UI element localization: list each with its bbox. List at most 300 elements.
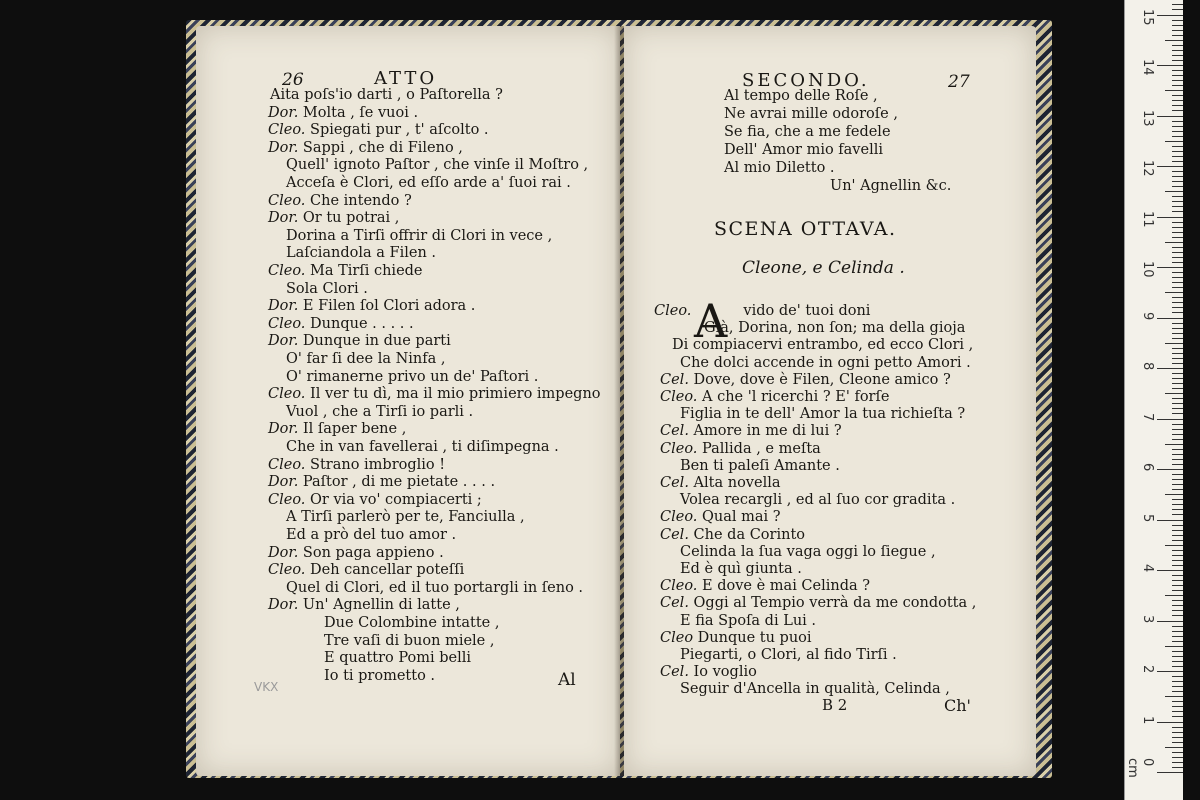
ruler-tick <box>1172 641 1183 642</box>
ruler-tick <box>1172 590 1183 591</box>
line-text: Io voglio <box>693 664 757 681</box>
text-line <box>268 596 460 614</box>
text-line <box>680 560 802 578</box>
ruler-tick <box>1172 762 1183 763</box>
speaker-label: Cleo. <box>268 456 306 473</box>
ruler-tick <box>1172 348 1183 349</box>
right-page <box>624 26 1036 776</box>
line-text: Due Colombine intatte , <box>324 615 500 631</box>
text-line <box>286 174 571 192</box>
ruler-tick <box>1165 343 1183 344</box>
text-line <box>268 139 463 157</box>
text-line <box>680 491 955 509</box>
ruler-tick <box>1172 555 1183 556</box>
ruler-tick <box>1172 525 1183 526</box>
text-line <box>660 474 781 492</box>
ruler-tick <box>1172 434 1183 435</box>
ruler-tick <box>1157 469 1183 470</box>
text-line <box>324 667 435 685</box>
ruler-tick <box>1172 100 1183 101</box>
speaker-label: Cel. <box>660 371 689 388</box>
line-text: Già, Dorina, non ſon; ma della gioja <box>704 320 966 337</box>
ruler-tick <box>1157 368 1183 369</box>
ruler-tick <box>1172 535 1183 536</box>
ruler-tick <box>1172 353 1183 354</box>
speaker-label: Cel. <box>660 664 689 681</box>
line-text: Celinda la ſua vaga oggi lo ſiegue , <box>680 543 936 560</box>
text-line <box>680 405 965 423</box>
line-text: E dove è mai Celinda ? <box>702 578 871 595</box>
ruler-tick <box>1172 333 1183 334</box>
ruler-tick <box>1172 530 1183 531</box>
ruler-tick <box>1172 30 1183 31</box>
line-text: Quel di Clori, ed il tuo portargli in ſeno . <box>286 579 584 596</box>
ruler-number: 6 <box>1140 463 1155 472</box>
ruler-tick <box>1157 116 1183 117</box>
text-line <box>324 632 494 650</box>
speaker-label: Cleo. <box>268 122 306 139</box>
ruler-tick <box>1172 742 1183 743</box>
text-line <box>680 612 816 630</box>
line-text: Oggi al Tempio verrà da me condotta , <box>693 595 977 612</box>
speaker-label: Dor. <box>268 333 299 350</box>
ruler-tick <box>1172 459 1183 460</box>
ruler-tick <box>1172 464 1183 465</box>
ruler-tick <box>1172 252 1183 253</box>
text-line <box>268 420 406 438</box>
text-line <box>672 336 973 354</box>
ruler-tick <box>1172 247 1183 248</box>
ruler-tick <box>1165 747 1183 748</box>
ruler-tick <box>1172 424 1183 425</box>
ruler-tick <box>1172 302 1183 303</box>
ruler-tick <box>1165 696 1183 697</box>
line-text: Qual mai ? <box>702 509 781 526</box>
line-text: Ma Tirſi chiede <box>310 263 423 279</box>
left-page <box>196 26 620 776</box>
ruler-tick <box>1157 217 1183 218</box>
ruler-tick <box>1172 716 1183 717</box>
text-line <box>268 544 444 562</box>
text-line <box>660 526 805 544</box>
ruler-tick <box>1172 408 1183 409</box>
ruler-tick <box>1172 110 1183 111</box>
line-text: Paſtor , di me pietate . . . . <box>302 474 496 491</box>
text-line <box>268 192 412 210</box>
ruler-tick <box>1172 631 1183 632</box>
ruler-tick <box>1157 15 1183 16</box>
ruler-tick <box>1172 237 1183 238</box>
ruler-tick <box>1172 413 1183 414</box>
ruler-tick <box>1172 701 1183 702</box>
ruler-tick <box>1172 484 1183 485</box>
ruler-tick <box>1165 595 1183 596</box>
ruler-tick <box>1172 4 1183 5</box>
ruler-tick <box>1165 646 1183 647</box>
text-line <box>268 456 445 474</box>
speaker-label: Cleo. <box>268 192 306 209</box>
line-text: Che dolci accende in ogni petto Amori . <box>680 354 971 371</box>
text-line <box>660 629 812 647</box>
line-text: Dunque tu puoi <box>697 629 812 646</box>
ruler-tick <box>1172 131 1183 132</box>
speaker-label: Cel. <box>660 423 689 440</box>
speaker-label: Cleo. <box>268 491 306 508</box>
line-text: Molta , ſe vuoi . <box>302 104 419 121</box>
pencil-note: VKX <box>254 680 279 694</box>
line-text: Alta novella <box>693 475 781 491</box>
text-line <box>268 104 418 122</box>
line-text: Spiegati pur , t' aſcolto . <box>310 122 489 139</box>
text-line <box>286 368 538 386</box>
ruler-tick <box>1172 186 1183 187</box>
ruler-tick <box>1157 520 1183 521</box>
text-line <box>286 579 583 597</box>
ruler-tick <box>1172 20 1183 21</box>
text-line <box>680 646 897 664</box>
ruler-tick <box>1165 242 1183 243</box>
ruler-tick <box>1172 383 1183 384</box>
text-line <box>286 438 559 456</box>
text-line <box>286 280 368 298</box>
ruler-tick <box>1172 439 1183 440</box>
text-line <box>660 508 781 526</box>
ruler-tick <box>1172 85 1183 86</box>
ruler-tick <box>1165 90 1183 91</box>
text-line <box>268 297 475 315</box>
line-text: Seguir d'Ancella in qualità, Celinda , <box>680 681 950 698</box>
ruler-tick <box>1172 338 1183 339</box>
ruler-number: 3 <box>1140 614 1155 623</box>
ruler-tick <box>1172 711 1183 712</box>
ruler-tick <box>1172 732 1183 733</box>
line-text: Che in van favellerai , ti diſimpegna . <box>286 439 559 455</box>
scene-title: SCENA OTTAVA. <box>714 218 897 240</box>
ruler-number: 12 <box>1140 160 1155 177</box>
text-line <box>286 227 552 245</box>
ruler-tick <box>1157 772 1183 773</box>
text-line <box>680 680 950 698</box>
ruler-tick <box>1172 449 1183 450</box>
speaker-label: Dor. <box>268 298 299 315</box>
ruler-tick <box>1172 398 1183 399</box>
ruler-tick <box>1157 671 1183 672</box>
ruler-tick <box>1172 126 1183 127</box>
speaker-label: Cleo <box>660 629 694 646</box>
ruler-tick <box>1172 600 1183 601</box>
ruler-number: 9 <box>1140 311 1155 320</box>
ruler-tick <box>1172 227 1183 228</box>
ruler-tick <box>1172 474 1183 475</box>
speaker-label: Cleo. <box>268 315 306 332</box>
ruler-tick <box>1172 585 1183 586</box>
text-line <box>268 473 495 491</box>
ruler-tick <box>1172 9 1183 10</box>
ruler-tick <box>1172 378 1183 379</box>
ruler-tick <box>1172 504 1183 505</box>
line-text: Vuol , che a Tirſi io parli . <box>286 403 474 420</box>
text-line <box>324 649 471 667</box>
line-text: Or tu potrai , <box>302 210 400 227</box>
ruler-number: 11 <box>1140 210 1155 228</box>
drop-cap: A <box>694 294 728 348</box>
speaker-label: Dor. <box>268 597 299 614</box>
ruler-tick <box>1172 75 1183 76</box>
speaker-label: Cleo. <box>660 509 698 526</box>
ruler-tick <box>1172 454 1183 455</box>
line-text: Dunque in due parti <box>302 333 451 350</box>
text-line <box>286 403 473 421</box>
ruler-tick <box>1172 514 1183 515</box>
line-text: Dunque . . . . . <box>310 315 414 332</box>
catchword: Al <box>558 670 576 690</box>
text-line <box>286 244 436 262</box>
ruler-tick <box>1172 105 1183 106</box>
ruler-tick <box>1172 626 1183 627</box>
line-text: E fia Spoſa di Lui . <box>680 612 817 629</box>
line-text: Io ti prometto . <box>324 667 436 684</box>
line-text: Volea recargli , ed al ſuo cor gradita . <box>680 492 956 509</box>
ruler-tick <box>1165 494 1183 495</box>
running-head: SECONDO. <box>742 70 870 91</box>
text-line <box>268 561 464 579</box>
text-line <box>660 388 889 406</box>
line-text: Ed a prò del tuo amor . <box>286 527 457 543</box>
ruler-tick <box>1172 610 1183 611</box>
ruler-tick <box>1172 136 1183 137</box>
page-number: 26 <box>282 70 304 90</box>
line-text: A che 'l ricerchi ? E' forſe <box>702 389 890 405</box>
line-text: E quattro Pomi belli <box>324 650 472 667</box>
ruler-tick <box>1172 358 1183 359</box>
text-line <box>286 156 588 174</box>
ruler-tick <box>1172 95 1183 96</box>
line-text: Dorina a Tirſi offrir di Clori in vece , <box>286 227 553 244</box>
ruler-tick <box>1172 560 1183 561</box>
ruler-tick <box>1172 636 1183 637</box>
ruler-tick <box>1172 328 1183 329</box>
ruler-tick <box>1172 691 1183 692</box>
text-line <box>286 350 446 368</box>
speaker-label: Cleo. <box>660 578 698 595</box>
ruler-tick <box>1172 661 1183 662</box>
ruler-tick <box>1172 282 1183 283</box>
text-line <box>286 526 456 544</box>
verse-line: Dell' Amor mio favelli <box>724 142 883 158</box>
ruler-tick <box>1165 444 1183 445</box>
text-line <box>660 440 821 458</box>
ruler-number: 15 <box>1140 8 1155 26</box>
ruler-tick <box>1172 615 1183 616</box>
ruler-number: 7 <box>1140 412 1155 421</box>
verse-line: Al mio Diletto . <box>724 160 835 176</box>
line-text: Dove, dove è Filen, Cleone amico ? <box>693 371 951 388</box>
line-text: Piegarti, o Clori, al fido Tirſi . <box>680 647 897 663</box>
ruler-number: 8 <box>1140 362 1155 371</box>
ruler-tick <box>1157 267 1183 268</box>
ruler-tick <box>1172 509 1183 510</box>
text-line <box>268 315 414 333</box>
ruler-tick <box>1172 171 1183 172</box>
ruler-tick <box>1172 211 1183 212</box>
line-text: Figlia in te dell' Amor la tua richieſta ? <box>680 406 966 423</box>
ruler-tick <box>1157 166 1183 167</box>
ruler-tick <box>1165 292 1183 293</box>
speaker-label: Cel. <box>660 595 689 612</box>
ruler-tick <box>1157 570 1183 571</box>
ruler-tick <box>1172 373 1183 374</box>
speaker-label: Dor. <box>268 474 299 491</box>
line-text: Ed è quì giunta . <box>680 561 802 577</box>
line-text: Laſciandola a Filen . <box>286 245 437 262</box>
ruler-tick <box>1172 752 1183 753</box>
ruler-tick <box>1172 70 1183 71</box>
line-text: Che intendo ? <box>310 192 412 209</box>
verse-line: Ne avrai mille odoroſe , <box>724 106 898 122</box>
line-text: Or via vo' compiacerti ; <box>310 491 482 508</box>
ruler-tick <box>1165 545 1183 546</box>
ruler-tick <box>1172 80 1183 81</box>
ruler-tick <box>1172 287 1183 288</box>
ruler-tick <box>1172 297 1183 298</box>
line-text: Aita poſs'io darti , o Paſtorella ? <box>270 87 503 103</box>
ruler-tick <box>1172 737 1183 738</box>
ruler-tick <box>1157 621 1183 622</box>
ruler-tick <box>1157 318 1183 319</box>
ruler-tick <box>1172 403 1183 404</box>
line-text: O' rimanerne privo un de' Paſtori . <box>286 368 539 385</box>
line-text: O' far ſi dee la Ninfa , <box>286 351 446 367</box>
ruler-tick <box>1172 60 1183 61</box>
ruler-number: 10 <box>1140 261 1155 278</box>
ruler-tick <box>1172 35 1183 36</box>
text-line <box>660 577 870 595</box>
ruler-tick <box>1172 312 1183 313</box>
text-line <box>660 663 757 681</box>
verse-line: Se fia, che a me fedele <box>724 124 891 140</box>
speaker-label: Cleo. <box>268 562 306 579</box>
ruler-tick <box>1165 393 1183 394</box>
ruler-tick <box>1172 676 1183 677</box>
ruler-tick <box>1172 272 1183 273</box>
ruler-tick <box>1172 363 1183 364</box>
line-text: Che da Corinto <box>693 526 805 543</box>
text-line <box>324 614 499 632</box>
ruler-tick <box>1172 55 1183 56</box>
ruler-tick <box>1172 25 1183 26</box>
ruler-tick <box>1172 232 1183 233</box>
ruler-tick <box>1172 550 1183 551</box>
line-text: Deh cancellar poteſſi <box>310 562 465 579</box>
line-text: Il ver tu dì, ma il mio primiero impegno <box>310 386 601 403</box>
ruler-tick <box>1157 722 1183 723</box>
line-text: Strano imbroglio ! <box>310 456 446 473</box>
ruler-tick <box>1172 575 1183 576</box>
ruler-tick <box>1172 580 1183 581</box>
ruler-tick <box>1172 262 1183 263</box>
speaker-label: Dor. <box>268 544 299 561</box>
text-line <box>660 594 976 612</box>
text-line <box>660 371 951 389</box>
ruler-tick <box>1172 686 1183 687</box>
text-line <box>268 121 489 139</box>
ruler-tick <box>1172 489 1183 490</box>
text-line <box>680 457 840 475</box>
ruler-tick <box>1172 307 1183 308</box>
line-text: Acceſa è Clori, ed eſſo arde a' ſuoi rai . <box>286 175 571 191</box>
ruler-tick <box>1172 757 1183 758</box>
line-text: Di compiacervi entrambo, ed ecco Clori , <box>672 337 974 354</box>
ruler-number: 2 <box>1140 665 1155 674</box>
ruler-tick <box>1172 151 1183 152</box>
ruler-tick <box>1172 206 1183 207</box>
ruler-number: 13 <box>1140 109 1155 127</box>
ruler-tick <box>1172 323 1183 324</box>
ruler-tick <box>1172 201 1183 202</box>
ruler-tick <box>1172 45 1183 46</box>
ruler-tick <box>1172 156 1183 157</box>
text-line <box>660 422 842 440</box>
refrain: Un' Agnellin &c. <box>830 178 952 194</box>
ruler-tick <box>1172 565 1183 566</box>
speaker-label: Cleo. <box>654 303 692 319</box>
page-number: 27 <box>948 72 970 92</box>
ruler-number: 4 <box>1140 564 1155 573</box>
ruler-tick <box>1172 706 1183 707</box>
speaker-label: Dor. <box>268 210 299 227</box>
running-head: ATTO <box>374 68 438 89</box>
ruler-tick <box>1172 479 1183 480</box>
ruler-tick <box>1172 176 1183 177</box>
speaker-label: Cleo. <box>660 440 698 457</box>
ruler-number: 5 <box>1140 513 1155 522</box>
line-text: Son paga appieno . <box>302 544 444 561</box>
ruler-tick <box>1172 499 1183 500</box>
signature-mark: B 2 <box>822 696 848 714</box>
text-line <box>268 385 601 403</box>
ruler-tick <box>1172 161 1183 162</box>
verse-line: Al tempo delle Roſe , <box>724 88 878 104</box>
speaker-label: Cleo. <box>660 389 698 405</box>
text-line <box>680 354 971 372</box>
line-text: E Filen ſol Clori adora . <box>302 298 476 315</box>
ruler-tick <box>1172 121 1183 122</box>
text-line <box>680 543 936 561</box>
cast-list: Cleone, e Celinda . <box>742 258 905 278</box>
ruler-tick <box>1172 196 1183 197</box>
catchword: Ch' <box>944 696 971 715</box>
ruler-tick <box>1172 222 1183 223</box>
ruler-tick <box>1172 429 1183 430</box>
speaker-label: Dor. <box>268 421 299 438</box>
ruler-tick <box>1172 666 1183 667</box>
line-text: Sappi , che di Fileno , <box>302 139 463 156</box>
line-text: Quell' ignoto Paſtor , che vinſe il Moſtro , <box>286 157 589 174</box>
ruler-tick <box>1172 146 1183 147</box>
ruler-tick <box>1172 767 1183 768</box>
measuring-ruler <box>1124 0 1183 800</box>
text-line <box>268 209 399 227</box>
speaker-label: Dor. <box>268 104 299 121</box>
text-line <box>704 319 965 337</box>
line-text: A Tirſi parlerò per te, Fanciulla , <box>286 509 525 526</box>
line-text: Amore in me di lui ? <box>693 423 842 440</box>
ruler-tick <box>1172 727 1183 728</box>
ruler-tick <box>1157 65 1183 66</box>
ruler-tick <box>1165 141 1183 142</box>
text-line <box>654 302 870 320</box>
ruler-tick <box>1172 651 1183 652</box>
